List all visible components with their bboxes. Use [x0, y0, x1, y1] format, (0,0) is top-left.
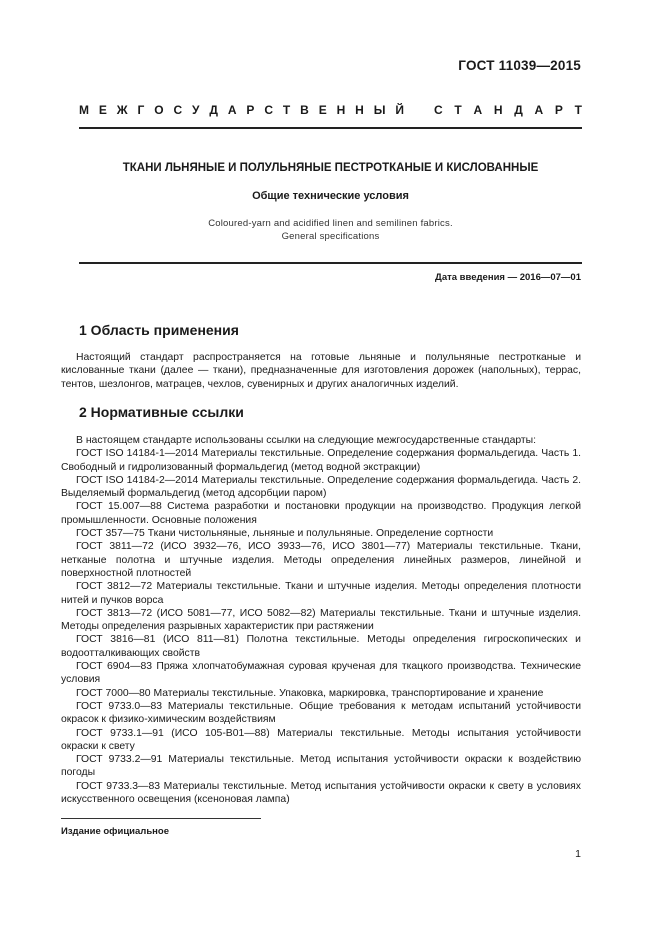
banner-word-standard	[434, 103, 582, 117]
reference-item: ГОСТ 357—75 Ткани чистольняные, льняные и полульняные. Определение сортности	[76, 528, 494, 540]
english-title-line: General specifications	[281, 231, 380, 242]
section-2-body	[61, 434, 581, 806]
banner-letter: Д	[514, 103, 523, 117]
english-title-line: Coloured-yarn and acidified linen and semilinen fabrics.	[208, 218, 453, 229]
banner-letter: Р	[246, 103, 255, 117]
banner-letter: Н	[493, 103, 503, 117]
introduction-date: Дата введения — 2016—07—01	[435, 272, 581, 283]
banner-letter: Т	[282, 103, 291, 117]
banner-letter: Т	[454, 103, 462, 117]
banner-letter: Н	[355, 103, 364, 117]
banner-letter: Н	[336, 103, 346, 117]
reference-item: ГОСТ 9733.1—91 (ИСО 105-В01—88) Материалы текстильные. Методы испытания устойчивости окраски к свету	[61, 727, 581, 752]
top-divider	[79, 127, 582, 129]
paragraph: В настоящем стандарте использованы ссылки на следующие межгосударственные стандарты:	[76, 435, 537, 446]
banner-letter: А	[534, 103, 544, 117]
reference-item: ГОСТ 6904—83 Пряжа хлопчатобумажная суровая крученая для ткацкого производства. Технические условия	[61, 661, 581, 686]
reference-item: ГОСТ 9733.3—83 Материалы текстильные. Метод испытания устойчивости окраски к свету в условиях искусственного освещения (ксеноновая лампа)	[61, 780, 581, 806]
edition-note: Издание официальное	[61, 826, 169, 837]
reference-item: ГОСТ 9733.0—83 Материалы текстильные. Общие требования к методам испытаний устойчивости окрасок к физико-химическим воздействиям	[61, 700, 581, 726]
banner-letter: С	[173, 103, 183, 117]
paragraph: Настоящий стандарт распространяется на готовые льняные и полульняные пестротканые и кислованные ткани (далее — ткани), предназначенные для изготовления дорожек (напольных), террас, тентов, шезлонгов, матрацев, чехлов, сувенирных и других аналогичных изделий.	[61, 352, 581, 390]
footer-divider	[61, 818, 261, 819]
reference-item: ГОСТ 3813—72 (ИСО 5081—77, ИСО 5082—82) Материалы текстильные. Ткани и штучные изделия. Методы определения разрывных характеристик при растяжении	[61, 607, 581, 633]
reference-item: ГОСТ ISO 14184-2—2014 Материалы текстильные. Определение содержания формальдегида. Часть 2. Выделяемый формальдегид (метод адсорбции паром)	[61, 474, 581, 500]
banner-letter: В	[300, 103, 309, 117]
reference-item: ГОСТ ISO 14184-1—2014 Материалы текстильные. Определение содержания формальдегида. Часть 1. Свободный и гидролизованный формальдегид (метод водной экстракции)	[61, 448, 581, 473]
reference-item: ГОСТ 7000—80 Материалы текстильные. Упаковка, маркировка, транспортирование и хранение	[76, 687, 544, 699]
title-divider	[79, 262, 582, 264]
banner-letter: Ы	[373, 103, 386, 117]
banner-letter: Г	[137, 103, 145, 117]
banner-letter: Е	[318, 103, 327, 117]
banner-letter: А	[473, 103, 483, 117]
banner-letter: С	[434, 103, 443, 117]
reference-item: ГОСТ 3811—72 (ИСО 3932—76, ИСО 3933—76, ИСО 3801—77) Материалы текстильные. Ткани, нетканые полотна и штучные изделия. Методы определения линейных размеров, линейной и поверхностной плотностей	[61, 541, 581, 579]
section-1-heading: 1 Область применения	[79, 322, 239, 338]
document-title: ТКАНИ ЛЬНЯНЫЕ И ПОЛУЛЬНЯНЫЕ ПЕСТРОТКАНЫЕ И КИСЛОВАННЫЕ	[122, 162, 539, 174]
banner-word-interstate	[79, 103, 404, 117]
document-subtitle: Общие технические условия	[252, 190, 409, 202]
banner-letter: М	[79, 103, 89, 117]
banner-letter: У	[192, 103, 200, 117]
section-2-heading: 2 Нормативные ссылки	[79, 404, 244, 420]
reference-item: ГОСТ 3816—81 (ИСО 811—81) Полотна текстильные. Методы определения гигроскопических и водоотталкивающих свойств	[61, 634, 581, 659]
english-title	[79, 217, 582, 243]
reference-item: ГОСТ 9733.2—91 Материалы текстильные. Метод испытания устойчивости окраски к воздействию погоды	[61, 754, 581, 779]
page-number: 1	[575, 848, 581, 860]
reference-item: ГОСТ 15.007—88 Система разработки и постановки продукции на производство. Продукция легкой промышленности. Основные положения	[61, 501, 581, 526]
section-1-body	[61, 351, 581, 391]
banner-letter: А	[227, 103, 237, 117]
standard-banner	[79, 103, 582, 117]
banner-letter: Т	[574, 103, 582, 117]
banner-letter: Д	[209, 103, 218, 117]
banner-letter: Ж	[116, 103, 128, 117]
banner-letter: С	[264, 103, 273, 117]
banner-letter: Е	[98, 103, 107, 117]
banner-letter: Р	[554, 103, 563, 117]
banner-letter: О	[154, 103, 164, 117]
reference-item: ГОСТ 3812—72 Материалы текстильные. Ткани и штучные изделия. Методы определения плотности нитей и пучков ворса	[61, 581, 581, 606]
document-number: ГОСТ 11039—2015	[458, 58, 581, 73]
banner-letter: Й	[395, 103, 404, 117]
